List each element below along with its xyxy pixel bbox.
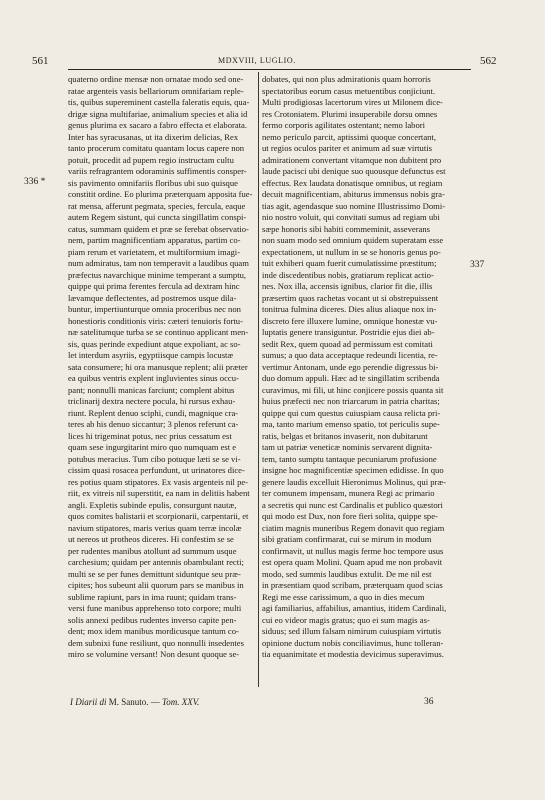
text-line: sis, quas perinde expediunt atque expoliant, ac so- — [68, 338, 241, 349]
text-line: tia equanimitate et modestia devicimus superavimus. — [262, 649, 444, 659]
text-line: cissim quasi rosacea perfundunt, ut urinatores dice- — [68, 465, 245, 475]
text-line: rat mensa, afferunt pegmata, species, fercula, eaque — [68, 200, 246, 211]
text-line: quippe qui cum questus cuiuspiam causa relicta pri- — [262, 407, 441, 418]
text-line: buntur, impertiunturque omnia proceribus nec non — [68, 304, 241, 314]
left-page-number: 561 — [32, 55, 49, 67]
text-line: nes. Nox illa, accensis ignibus, clarior fit die, illis — [262, 281, 433, 291]
sheet-signature: 36 — [424, 697, 434, 707]
left-text-column — [68, 74, 266, 661]
text-line: piam rerum et varietatem, et multiformium imagi- — [68, 246, 241, 257]
text-line: in præsentiam quod scribam, præterquam quod scias — [262, 580, 443, 590]
text-line: nio nostro voluit, qui convitati sumus ad regiam ubi — [262, 212, 440, 222]
text-line: riunt. Replent denuo sciphi, cundi, magnique cra- — [68, 407, 239, 418]
text-line: admirationem convertant vitamque non dubitent pro — [262, 154, 442, 165]
text-line: variis refragrantem odoraminis suffimentis consper- — [68, 166, 247, 176]
text-line: effectus. Rex laudata donatisque omnibus, ut regiam — [262, 177, 443, 188]
running-title: MDXVIII, LUGLIO. — [218, 56, 296, 65]
text-line: sibi gratiam confirmarat, cui se mirum in modum — [262, 534, 432, 544]
text-line: cipites; hos subeunt alii quorum pars se manibus in — [68, 580, 244, 590]
text-line: tuit exhiberi quam fuerit cumulatissime præstitum; — [262, 258, 437, 268]
text-line: per rudentes manibus atollunt ad summum usque — [68, 545, 237, 556]
footer-separator: — — [150, 697, 160, 707]
text-line: riit, ex vitreis nil superstitit, ea nam in delitiis habent — [68, 488, 250, 498]
text-line: næ satelitumque turba se se continuo applicant men- — [68, 327, 249, 337]
text-line: expectationem, ut nullum in se se honoris genus po- — [262, 246, 441, 257]
text-line: multi se se per funes demittunt siduntque seu præ- — [68, 568, 241, 579]
right-text-column — [262, 74, 466, 661]
left-margin-reference: 336 * — [24, 177, 46, 187]
text-line: res Crotoniatem. Plurimi insuperabile dorsu omnes — [262, 108, 438, 119]
footer-author: M. Sanuto. — [108, 697, 149, 707]
text-line: luptatis genere transiguntur. Postridie ejus diei ab- — [262, 327, 435, 337]
text-line: genere laudis excelluit Hieronimus Molinus, qui præ- — [262, 476, 447, 487]
text-line: dent; mox idem manibus mordicusque tantum co- — [68, 626, 239, 636]
text-line: ma, tanto marium emenso spatio, tot periculis supe- — [262, 419, 440, 429]
text-line: dobates, qui non plus admirationis quam horroris — [262, 74, 431, 84]
text-line: laude pacisci ubi denique suo quousque defunctus est — [262, 166, 446, 176]
text-line: cui eo videor magis gratus; quo ei sum magis as- — [262, 614, 430, 625]
text-line: tem, tanto sumptu tantaque pecuniarum profusione — [262, 453, 437, 464]
column-divider — [258, 72, 259, 687]
text-line: versi fune manibus apprehenso toto corpore; multi — [68, 603, 242, 613]
text-line: ratis, belgas et britanos invaserit, non dubitarunt — [262, 430, 428, 441]
text-line: a secretis qui nunc est Cardinalis et publico quæstori — [262, 499, 443, 510]
text-line: sedit Rex, quem quoad ad permissum est comitati — [262, 338, 433, 349]
text-line: opinione ductum nobis conciliavimus, hunc tolleran- — [262, 637, 444, 648]
right-page-number: 562 — [480, 55, 497, 67]
footer-citation — [70, 697, 199, 707]
text-line: curavimus, mi fili, ut hinc conjicere possis quanta sit — [262, 384, 444, 395]
text-line: modo, sed summis laudibus extulit. De me nil est — [262, 568, 432, 579]
text-line: nem, partim magnificentiam apparatus, partim co- — [68, 235, 241, 245]
text-line: inde discedentibus nobis, gratiarum replicat actio- — [262, 269, 434, 280]
text-line: sumus; a quo data acceptaque redeundi licentia, re- — [262, 350, 438, 360]
text-line: catus, summam quidem et præ se ferebat observatio- — [68, 223, 249, 234]
text-line: dem subnixi fune resiliunt, quo nonnulli insedentes — [68, 637, 244, 648]
text-line: præfectus navarchique minime temperant a sumptu, — [68, 269, 247, 280]
text-line: agi familiarius, affabilius, amantius, itidem Cardinali, — [262, 603, 447, 613]
text-line: potuit, procedit ad pupem regio instructam cultu — [68, 154, 234, 165]
text-line: tis, quibus supereminent castella faleratis equis, qua- — [68, 97, 250, 107]
text-line: non suam modo sed omnium quidem superatam esse — [262, 235, 444, 245]
text-line: miro se volumine versant! Non desunt quoque se- — [68, 649, 240, 659]
text-line: nemo periculo parcit, aptissimi quoque concertant, — [262, 131, 436, 142]
text-line: fermo corporis agilitates ostentant; nemo labori — [262, 120, 425, 130]
text-line: quos comites balistarii et scorpionarii, carpentarii, et — [68, 511, 249, 521]
text-line: ut regios oculos pariter et animum ad suæ virtutis — [262, 143, 432, 153]
text-line: vertimur Antonam, unde ego perendie digressus bi- — [262, 361, 439, 372]
text-line: autem Regem sistunt, qui cuncta singillatim conspi- — [68, 212, 247, 222]
text-line: navium stipatores, maris verius quam terræ incolæ — [68, 522, 242, 533]
text-line: carchesium; quidam per antennis obambulant recti; — [68, 557, 244, 567]
text-line: Multi prodigiosas lacertorum vires ut Milonem dice- — [262, 97, 443, 107]
text-line: duo domum appuli. Hæc ad te singillatim scribenda — [262, 373, 440, 383]
footer-journal: I Diarii di — [70, 697, 107, 707]
text-line: potubus meracius. Tum cibo potuque læti se se vi- — [68, 453, 241, 464]
text-line: tias agit, agendasque suo nomine Illustrissimo Domi- — [262, 200, 446, 211]
text-line: insigne hoc magnificentiæ specimen edidisse. In quo — [262, 465, 444, 475]
text-line: angli. Expletis subinde epulis, consurgunt nautæ, — [68, 499, 237, 510]
text-line: ciatim magnis muneribus Regem donavit quo regiam — [262, 522, 445, 533]
text-line: sublime rapiunt, pars in ima ruunt; quidam trans- — [68, 591, 237, 602]
text-line: ut nereos ut protheos diceres. Hi confestim se se — [68, 534, 234, 544]
text-line: ea quibus ventris explent ingluvientes sinus occu- — [68, 373, 239, 383]
header-rule — [68, 69, 471, 70]
text-line: est opera quam Molini. Quam apud me non probavit — [262, 557, 443, 567]
right-margin-reference: 337 — [470, 260, 485, 270]
text-line: Regi me esse carissimum, a quo in dies mecum — [262, 591, 425, 602]
text-line: let interdum asyriis, egyptiisque campis locustæ — [68, 350, 234, 360]
text-line: ratae argenteis vasis bellariorum omnifariam reple- — [68, 85, 244, 96]
text-line: res potius quam stipatores. Ex vasis argenteis nil pe- — [68, 476, 249, 487]
text-line: discreto fere illuxere lumine, omnique honestæ vu- — [262, 315, 438, 326]
text-line: triclinarij dextra nectere pocula, hi rursus exhau- — [68, 396, 236, 406]
text-line: honestioris conditionis viris: cæteri tenuioris fortu- — [68, 315, 243, 326]
text-line: qui modo est Dux, non fore fieri solita, quippe spe- — [262, 511, 438, 521]
text-line: tam ut patriæ veneticæ nominis servarent dignita- — [262, 442, 433, 452]
page-header — [0, 55, 545, 69]
text-line: sis pavimento omnifariis floribus ubi suo quisque — [68, 177, 238, 188]
text-line: Inter has syracusanas, ut ita dixerim delicias, Rex — [68, 131, 239, 142]
footer-volume: Tom. XXV. — [162, 697, 200, 707]
text-line: huius præfecti nec non triarcarum in patria charitas; — [262, 396, 440, 406]
text-line: tonitrua fulmina diceres. Dies alius aliaque nox in- — [262, 304, 437, 314]
text-line: lævamque deflectentes, ad postremos usque dila- — [68, 292, 237, 303]
text-line: spectatoribus eorum casus metuentibus conjiciunt. — [262, 85, 436, 96]
text-line: decuit magnificentiam, abiturus immensus nobis gra- — [262, 189, 445, 199]
text-line: quam sese ingurgitarint miro quo numquam est e — [68, 442, 237, 452]
text-line: teres ab his denuo siccantur; 3 plenos referunt ca- — [68, 419, 239, 429]
text-line: sæpe honoris sibi habiti commeminit, asseverans — [262, 223, 431, 234]
text-line: quaterno ordine mensæ non ornatae modo sed one- — [68, 74, 244, 84]
text-line: solis annexi pedibus rudentes inverso capite pen- — [68, 614, 237, 625]
text-line: genus plurima ex sacaro a fabro effecta et elaborata. — [68, 120, 248, 130]
text-line: ter comunem impensam, munera Regi ac primario — [262, 488, 435, 498]
text-line: præsertim quos rachetas vocant ut si obstrepuissent — [262, 292, 439, 303]
text-line: num admiratus, tam non temperavit a laudibus quam — [68, 258, 249, 268]
text-line: siduus; sed illum falsam nimirum cuiuspiam virtutis — [262, 626, 442, 636]
text-line: drigæ signa multifariae, animalium species et alia id — [68, 108, 248, 119]
text-line: tanto procerum comitatu quantam locus capere non — [68, 143, 245, 153]
text-line: pant; nonnulli manicas farciunt; complent abitus — [68, 384, 235, 395]
text-line: confirmavit, ut nullus magis ferme hoc tempore usus — [262, 545, 444, 556]
text-line: constitit ordine. Eo plurima præterquam apposita fue- — [68, 189, 253, 199]
text-line: quippe qui prima ferentes fercula ad dextram hinc — [68, 281, 240, 291]
text-line: lices hi trigeminat potus, nec prius cessatum est — [68, 430, 232, 441]
text-line: sata consumere; hi ora manusque replent; alii præter — [68, 361, 248, 372]
